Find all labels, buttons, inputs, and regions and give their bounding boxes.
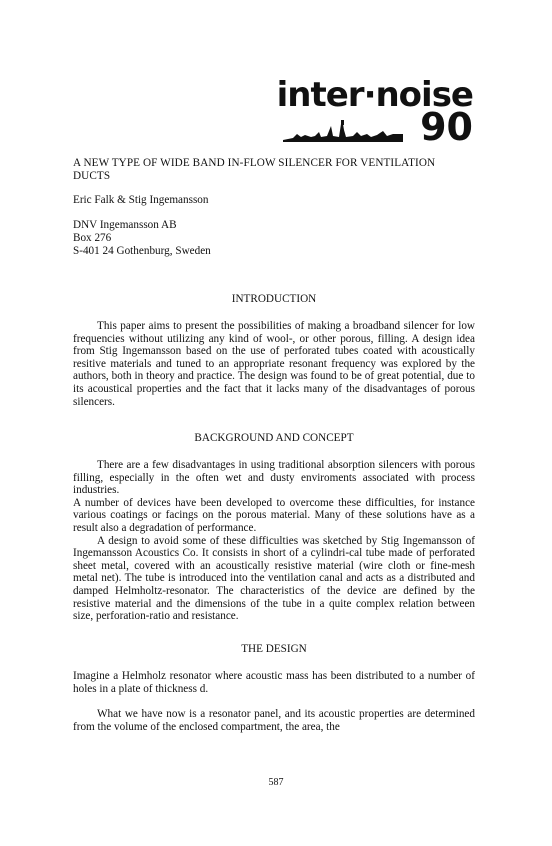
- section-heading-introduction: INTRODUCTION: [231, 293, 317, 305]
- paper-title: A NEW TYPE OF WIDE BAND IN-FLOW SILENCER FOR VENTILATION DUCTS: [73, 157, 436, 182]
- affiliation-line: DNV Ingemansson AB: [73, 219, 177, 231]
- background-paragraphs: [73, 459, 475, 623]
- design-paragraph-1: [73, 670, 475, 695]
- paragraph: There are a few disadvantages in using traditional absorption silencers with porous filling, especially in the often wet and dusty enviroments associated with process industries.: [73, 459, 475, 497]
- intro-paragraph: [73, 320, 475, 408]
- affiliation-line: Box 276: [73, 232, 112, 244]
- design-paragraph-2: [73, 708, 475, 733]
- skyline-icon: [283, 118, 403, 142]
- section-heading-background: BACKGROUND AND CONCEPT: [194, 432, 354, 444]
- paragraph: Imagine a Helmholz resonator where acoustic mass has been distributed to a number of holes in a plate of thickness d.: [73, 670, 475, 695]
- section-heading-design: THE DESIGN: [241, 643, 307, 655]
- affiliation-line: S-401 24 Gothenburg, Sweden: [73, 245, 211, 257]
- paragraph: This paper aims to present the possibilities of making a broadband silencer for low frequencies without utilizing any kind of wool-, or other porous, filling. A design idea from Stig Ingemansson based on the use of perforated tubes coated with acoustically resitive materials and tuned to an appropriate resonant frequency was explored by the authors, both in theory and practice. The design was found to be of great potential, due to its acoustical properties and the fact that it lacks many of the disadvantages of porous silencers.: [73, 320, 475, 408]
- page-number: 587: [268, 777, 284, 788]
- paragraph: What we have now is a resonator panel, and its acoustic properties are determined from the volume of the enclosed compartment, the area, the: [73, 708, 475, 733]
- authors: Eric Falk & Stig Ingemansson: [73, 194, 209, 206]
- conference-logo: [276, 75, 473, 149]
- logo-wordmark: inter·noise: [276, 75, 473, 115]
- paragraph: A design to avoid some of these difficulties was sketched by Stig Ingemansson of Ingemansson Acoustics Co. It consists in short of a cylindri-cal tube made of perforated sheet metal, covered with an acoustically resistive material (wire cloth or fine-mesh metal net). The tube is introduced into the ventilation canal and acts as a distributed and damped Helmholtz-resonator. The characteristics of the device are defined by the resistive material and the dimensions of the tube in a quite complex relation between size, perforation-ratio and resistance.: [73, 534, 475, 623]
- logo-year: 90: [420, 105, 473, 149]
- paragraph: A number of devices have been developed to overcome these difficulties, for instance various coatings or facings on the porous material. Many of these solutions have as a result also a degradation of performance.: [73, 496, 475, 534]
- affiliation: [73, 219, 475, 258]
